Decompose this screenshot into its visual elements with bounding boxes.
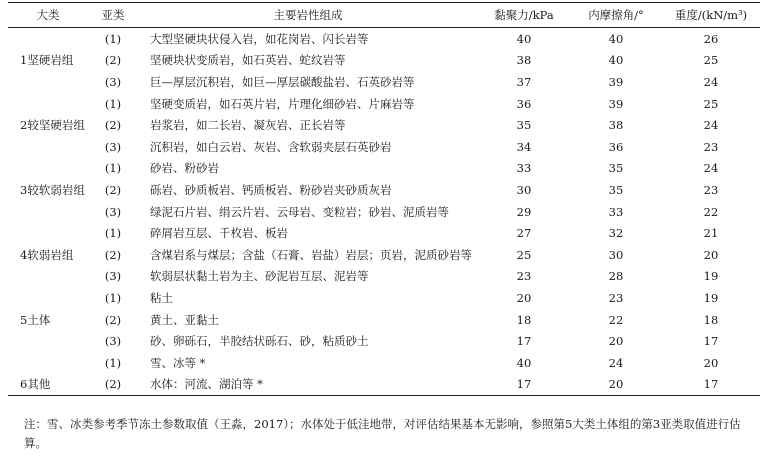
header-unit-weight: 重度/(kN/m³) xyxy=(662,3,760,28)
sub-class-cell: (3) xyxy=(104,74,122,89)
table-row xyxy=(8,222,760,244)
composition-cell: 砂岩、粉砂岩 xyxy=(150,161,219,176)
cohesion-cell: 27 xyxy=(516,226,532,241)
table-body xyxy=(8,28,760,396)
sub-class-cell: (3) xyxy=(104,139,122,154)
composition-cell: 黄土、亚黏土 xyxy=(150,312,219,327)
friction-angle-cell: 39 xyxy=(608,96,624,111)
composition-cell: 坚硬变质岩，如石英片岩，片理化细砂岩、片麻岩等 xyxy=(150,96,415,111)
sub-class-cell: (1) xyxy=(104,355,122,370)
table-row xyxy=(8,114,760,136)
cohesion-cell: 35 xyxy=(516,118,532,133)
sub-class-cell: (2) xyxy=(104,312,122,327)
rock-parameter-table xyxy=(8,2,760,396)
cohesion-cell: 23 xyxy=(516,269,532,284)
unit-weight-cell: 20 xyxy=(703,355,719,370)
cohesion-cell: 30 xyxy=(516,182,532,197)
table-row xyxy=(8,309,760,331)
composition-cell: 水体：河流、湖泊等 * xyxy=(138,374,478,396)
friction-angle-cell: 20 xyxy=(608,334,624,349)
sub-class-cell: (1) xyxy=(104,161,122,176)
cohesion-cell: 29 xyxy=(516,204,532,219)
sub-class-cell: (1) xyxy=(104,290,122,305)
friction-angle-cell: 35 xyxy=(608,161,624,176)
table-row xyxy=(8,244,760,266)
table-row xyxy=(8,201,760,223)
cohesion-cell: 40 xyxy=(516,31,532,46)
major-class-cell: 2较坚硬岩组 xyxy=(20,118,85,133)
composition-cell: 砾岩、砂质板岩、钙质板岩、粉砂岩夹砂质灰岩 xyxy=(150,182,392,197)
major-class-cell xyxy=(8,93,88,115)
friction-angle-cell: 36 xyxy=(608,139,624,154)
composition-cell: 巨—厚层沉积岩，如巨—厚层碳酸盐岩、石英砂岩等 xyxy=(150,74,415,89)
table-row xyxy=(8,50,760,72)
composition-cell: 含煤岩系与煤层；含盐（石膏、岩盐）岩层；页岩，泥质砂岩等 xyxy=(150,247,472,262)
sub-class-cell: (2) xyxy=(104,53,122,68)
unit-weight-cell: 23 xyxy=(703,139,719,154)
cohesion-cell: 33 xyxy=(516,161,532,176)
friction-angle-cell: 20 xyxy=(570,374,662,396)
friction-angle-cell: 24 xyxy=(608,355,624,370)
sub-class-cell: (3) xyxy=(104,269,122,284)
unit-weight-cell: 21 xyxy=(703,226,719,241)
table-row xyxy=(8,352,760,374)
header-sub-class: 亚类 xyxy=(88,3,138,28)
friction-angle-cell: 22 xyxy=(608,312,624,327)
table-row xyxy=(8,158,760,180)
major-class-cell xyxy=(8,330,88,352)
major-class-cell: 1坚硬岩组 xyxy=(20,53,74,68)
header-composition: 主要岩性组成 xyxy=(138,3,478,28)
sub-class-cell: (3) xyxy=(104,334,122,349)
table-row xyxy=(8,266,760,288)
composition-cell: 软弱层状黏土岩为主、砂泥岩互层、泥岩等 xyxy=(150,269,369,284)
unit-weight-cell: 20 xyxy=(703,247,719,262)
major-class-cell: 5土体 xyxy=(20,312,51,327)
major-class-cell xyxy=(8,352,88,374)
composition-cell: 粘土 xyxy=(150,290,173,305)
table-row xyxy=(8,93,760,115)
major-class-cell xyxy=(8,71,88,93)
sub-class-cell: (3) xyxy=(104,204,122,219)
cohesion-cell: 20 xyxy=(516,290,532,305)
major-class-cell: 3较软弱岩组 xyxy=(20,182,85,197)
friction-angle-cell: 33 xyxy=(608,204,624,219)
unit-weight-cell: 19 xyxy=(703,269,719,284)
table-row xyxy=(8,179,760,201)
sub-class-cell: (2) xyxy=(88,374,138,396)
unit-weight-cell: 22 xyxy=(703,204,719,219)
table-row xyxy=(8,374,760,396)
unit-weight-cell: 18 xyxy=(703,312,719,327)
unit-weight-cell: 17 xyxy=(662,374,760,396)
cohesion-cell: 17 xyxy=(516,334,532,349)
friction-angle-cell: 39 xyxy=(608,74,624,89)
major-class-cell xyxy=(8,266,88,288)
composition-cell: 沉积岩，如白云岩、灰岩、含软弱夹层石英砂岩 xyxy=(150,139,392,154)
major-class-cell: 6其他 xyxy=(8,374,88,396)
cohesion-cell: 38 xyxy=(516,53,532,68)
cohesion-cell: 17 xyxy=(478,374,570,396)
friction-angle-cell: 35 xyxy=(608,182,624,197)
cohesion-cell: 25 xyxy=(516,247,532,262)
unit-weight-cell: 19 xyxy=(703,290,719,305)
cohesion-cell: 36 xyxy=(516,96,532,111)
sub-class-cell: (1) xyxy=(104,96,122,111)
unit-weight-cell: 24 xyxy=(703,161,719,176)
unit-weight-cell: 24 xyxy=(703,74,719,89)
cohesion-cell: 37 xyxy=(516,74,532,89)
cohesion-cell: 18 xyxy=(516,312,532,327)
major-class-cell xyxy=(8,158,88,180)
friction-angle-cell: 40 xyxy=(608,31,624,46)
composition-cell: 雪、冰等 * xyxy=(150,355,206,370)
cohesion-cell: 34 xyxy=(516,139,532,154)
major-class-cell xyxy=(8,287,88,309)
friction-angle-cell: 40 xyxy=(608,53,624,68)
sub-class-cell: (2) xyxy=(104,182,122,197)
unit-weight-cell: 25 xyxy=(703,96,719,111)
composition-cell: 岩浆岩，如二长岩、凝灰岩、正长岩等 xyxy=(150,118,346,133)
friction-angle-cell: 32 xyxy=(608,226,624,241)
table-row xyxy=(8,71,760,93)
header-major-class: 大类 xyxy=(8,3,88,28)
table-row xyxy=(8,287,760,309)
table-footnote: 注：雪、冰类参考季节冻土参数取值（王淼，2017）；水体处于低洼地带，对评估结果基本无影响，参照第5大类土体组的第3亚类取值进行估算。 xyxy=(24,417,741,450)
table-row xyxy=(8,28,760,50)
header-friction-angle: 内摩擦角/° xyxy=(570,3,662,28)
header-cohesion: 黏聚力/kPa xyxy=(478,3,570,28)
composition-cell: 坚硬块状变质岩，如石英岩、蛇纹岩等 xyxy=(150,53,346,68)
major-class-cell xyxy=(8,136,88,158)
table-row xyxy=(8,136,760,158)
friction-angle-cell: 30 xyxy=(608,247,624,262)
major-class-cell: 4软弱岩组 xyxy=(20,247,74,262)
major-class-cell xyxy=(8,222,88,244)
unit-weight-cell: 24 xyxy=(703,118,719,133)
friction-angle-cell: 28 xyxy=(608,269,624,284)
composition-cell: 大型坚硬块状侵入岩，如花岗岩、闪长岩等 xyxy=(150,31,369,46)
sub-class-cell: (2) xyxy=(104,118,122,133)
unit-weight-cell: 23 xyxy=(703,182,719,197)
friction-angle-cell: 38 xyxy=(608,118,624,133)
major-class-cell xyxy=(8,201,88,223)
unit-weight-cell: 17 xyxy=(703,334,719,349)
major-class-cell xyxy=(8,28,88,50)
composition-cell: 碎屑岩互层、千枚岩、板岩 xyxy=(150,226,288,241)
unit-weight-cell: 26 xyxy=(703,31,719,46)
friction-angle-cell: 23 xyxy=(608,290,624,305)
composition-cell: 绿泥石片岩、绢云片岩、云母岩、变粒岩；砂岩、泥质岩等 xyxy=(150,204,449,219)
table-header-row xyxy=(8,3,760,28)
sub-class-cell: (1) xyxy=(104,31,122,46)
unit-weight-cell: 25 xyxy=(703,53,719,68)
composition-cell: 砂、卵砾石，半胶结状砾石、砂，粘质砂土 xyxy=(150,334,369,349)
sub-class-cell: (2) xyxy=(104,247,122,262)
cohesion-cell: 40 xyxy=(516,355,532,370)
sub-class-cell: (1) xyxy=(104,226,122,241)
table-row xyxy=(8,330,760,352)
